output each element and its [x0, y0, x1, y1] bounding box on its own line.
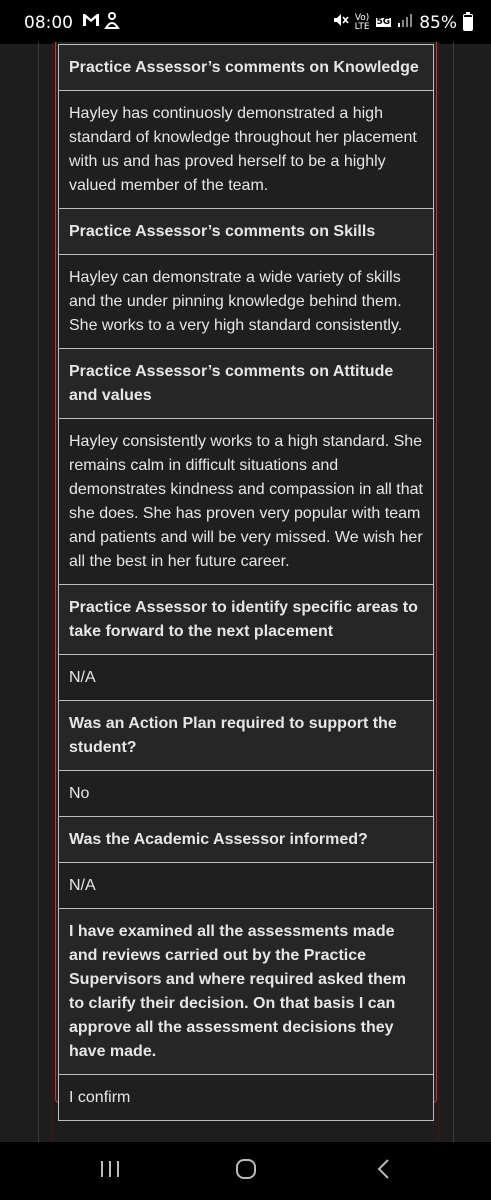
back-icon	[376, 1158, 392, 1185]
network-indicator	[376, 18, 392, 27]
volte-top: Vo)	[354, 12, 370, 23]
answer-knowledge: Hayley has continuosly demonstrated a high standard of knowledge throughout her placement with us and has proved herself to be a highly valued member of the team.	[59, 90, 433, 208]
volte-bottom: LTE	[354, 21, 370, 32]
answer-academic-assessor: N/A	[59, 862, 433, 908]
gmail-icon	[82, 12, 100, 35]
question-attitude: Practice Assessor’s comments on Attitude and values	[59, 348, 433, 418]
network-badge: 5G	[376, 17, 391, 27]
notification-icon	[104, 12, 120, 35]
status-time: 08:00	[24, 13, 73, 33]
navigation-bar	[0, 1142, 491, 1200]
frame-line-right	[438, 42, 439, 1142]
frame-line-left	[52, 42, 53, 1142]
recents-button[interactable]	[70, 1142, 150, 1200]
recents-icon	[99, 1159, 121, 1184]
question-areas-forward: Practice Assessor to identify specific areas to take forward to the next placement	[59, 584, 433, 654]
page-content[interactable]	[0, 44, 491, 1142]
back-button[interactable]	[344, 1142, 424, 1200]
question-skills: Practice Assessor’s comments on Skills	[59, 208, 433, 254]
question-academic-assessor: Was the Academic Assessor informed?	[59, 816, 433, 862]
answer-action-plan: No	[59, 770, 433, 816]
answer-attitude: Hayley consistently works to a high standard. She remains calm in difficult situations and demonstrates kindness and compassion in all that she does. She has proven very popular with team and patients and will be very missed. We wish her all the best in her future career.	[59, 418, 433, 584]
volte-indicator	[355, 14, 370, 32]
battery-percent: 85%	[419, 12, 457, 33]
answer-areas-forward: N/A	[59, 654, 433, 700]
question-knowledge: Practice Assessor’s comments on Knowledge	[59, 44, 433, 90]
question-declaration: I have examined all the assessments made and reviews carried out by the Practice Supervisors and where required asked them to clarify their decision. On that basis I can approve all the assessment decisions they have made.	[59, 908, 433, 1074]
battery-icon	[463, 14, 473, 31]
answer-declaration: I confirm	[59, 1074, 433, 1120]
signal-icon	[397, 12, 413, 33]
home-icon	[234, 1158, 258, 1185]
battery-fill	[464, 17, 472, 30]
question-action-plan: Was an Action Plan required to support the student?	[59, 700, 433, 770]
home-button[interactable]	[206, 1142, 286, 1200]
assessment-table	[58, 44, 434, 1121]
status-bar	[0, 0, 491, 44]
answer-skills: Hayley can demonstrate a wide variety of skills and the under pinning knowledge behind them. She works to a very high standard consistently.	[59, 254, 433, 348]
mute-icon	[331, 11, 349, 34]
